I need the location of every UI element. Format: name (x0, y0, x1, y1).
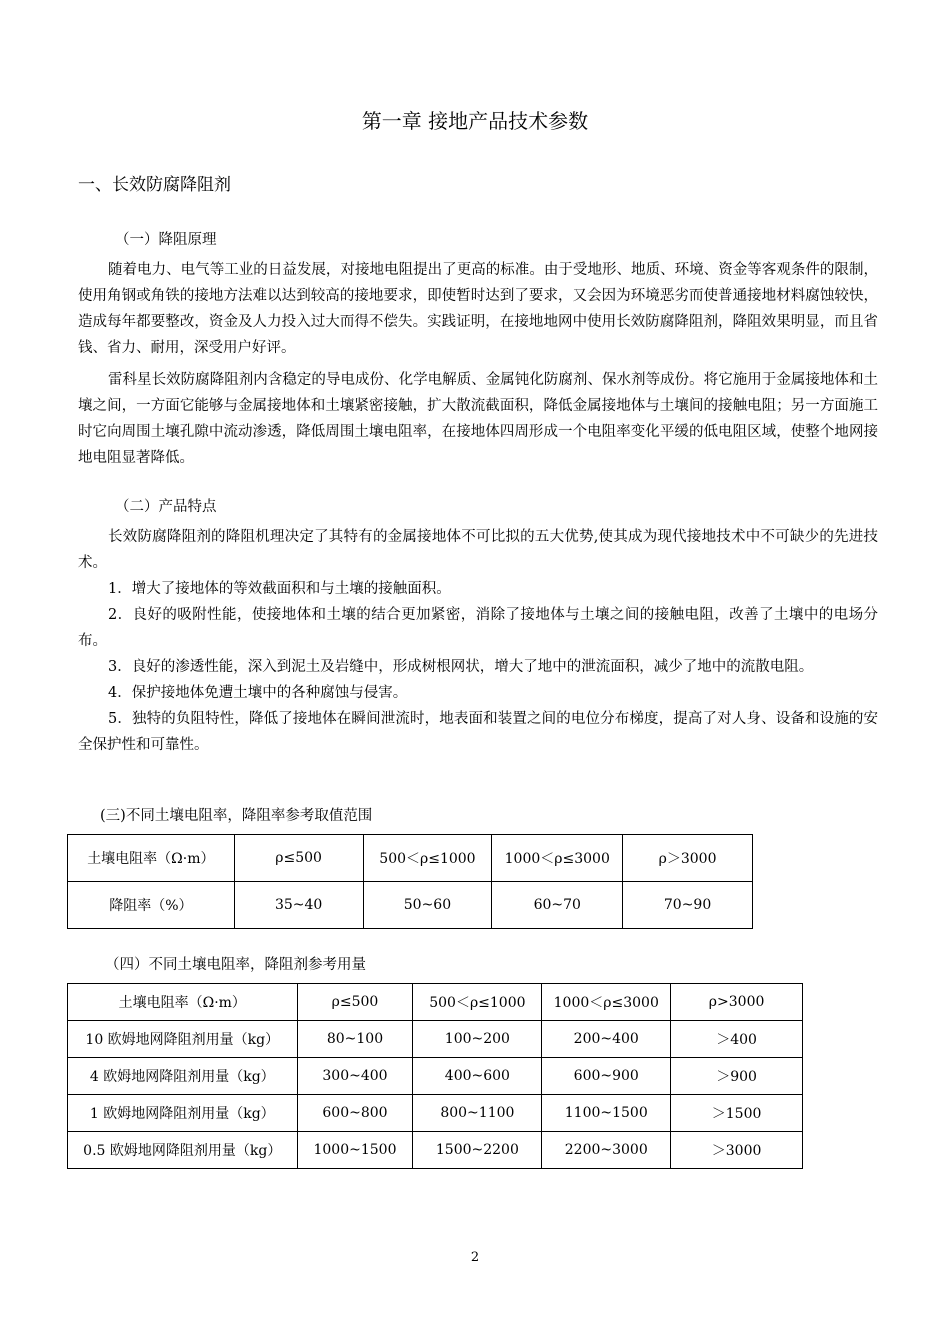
list-item: 5．独特的负阻特性，降低了接地体在瞬间泄流时，地表面和装置之间的电位分布梯度，提高了对人身、设备和设施的安全保护性和可靠性。 (78, 711, 878, 753)
table-header-row (68, 835, 753, 882)
paragraph-principle-2: 雷科星长效防腐降阻剂内含稳定的导电成份、化学电解质、金属钝化防腐剂、保水剂等成份。将它施用于金属接地体和土壤之间，一方面它能够与金属接地体和土壤紧密接触，扩大散流截面积，降低金属接地体与土壤间的接触电阻；另一方面施工时它向周围土壤孔隙中流动渗透，降低周围土壤电阻率，在接地体四周形成一个电阻率变化平缓的低电阻区域，使整个地网接地电阻显著降低。 (78, 372, 878, 466)
subsection-heading-principle: （一）降阻原理 (115, 232, 217, 248)
list-item: 2．良好的吸附性能，使接地体和土壤的结合更加紧密，消除了接地体与土壤之间的接触电阻，改善了土壤中的电场分布。 (78, 607, 878, 649)
table-cell: ρ≤500 (297, 984, 413, 1021)
table-cell: 土壤电阻率（Ω·m） (68, 835, 235, 882)
table-cell: ρ≤500 (234, 835, 363, 882)
table-cell: 10 欧姆地网降阻剂用量（kg） (68, 1021, 298, 1058)
table-cell: 500＜ρ≤1000 (363, 835, 492, 882)
table-cell: 70~90 (623, 882, 753, 929)
table-header-row (68, 984, 803, 1021)
table-cell: 600~900 (542, 1058, 671, 1095)
feature-list (78, 576, 878, 758)
table-cell: 600~800 (297, 1095, 413, 1132)
table-cell: 300~400 (297, 1058, 413, 1095)
table-cell: ＞1500 (671, 1095, 803, 1132)
table-cell: 1000＜ρ≤3000 (492, 835, 623, 882)
table-cell: 50~60 (363, 882, 492, 929)
paragraph-features-intro: 长效防腐降阻剂的降阻机理决定了其特有的金属接地体不可比拟的五大优势,使其成为现代接地技术中不可缺少的先进技术。 (78, 529, 878, 571)
table-cell: ρ＞3000 (623, 835, 753, 882)
page-number: 2 (470, 1250, 480, 1265)
list-item: 4．保护接地体免遭土壤中的各种腐蚀与侵害。 (108, 685, 408, 701)
table-cell: 1000~1500 (297, 1132, 413, 1169)
table-cell: ＞3000 (671, 1132, 803, 1169)
paragraph-principle-1: 随着电力、电气等工业的日益发展，对接地电阻提出了更高的标准。由于受地形、地质、环境、资金等客观条件的限制，使用角钢或角铁的接地方法难以达到较高的接地要求，即使暂时达到了要求，又会因为环境恶劣而使普通接地材料腐蚀较快，造成每年都要整改，资金及人力投入过大而得不偿失。实践证明，在接地地网中使用长效防腐降阻剂，降阻效果明显，而且省钱、省力、耐用，深受用户好评。 (78, 262, 878, 356)
subsection-heading-features: （二）产品特点 (115, 499, 217, 515)
table-cell: 400~600 (413, 1058, 542, 1095)
table-row (68, 1021, 803, 1058)
table-cell: 1500~2200 (413, 1132, 542, 1169)
table-caption-reduction-rate: (三)不同土壤电阻率，降阻率参考取值范围 (100, 808, 373, 824)
table-cell: ＞400 (671, 1021, 803, 1058)
table-cell: 2200~3000 (542, 1132, 671, 1169)
list-item: 1．增大了接地体的等效截面积和与土壤的接触面积。 (108, 581, 451, 597)
table-cell: 60~70 (492, 882, 623, 929)
table-cell: 800~1100 (413, 1095, 542, 1132)
reduction-rate-table (67, 834, 753, 929)
page-title: 第一章 接地产品技术参数 (361, 109, 589, 133)
table-cell: 土壤电阻率（Ω·m） (68, 984, 298, 1021)
table-cell: 100~200 (413, 1021, 542, 1058)
dosage-table (67, 983, 803, 1169)
table-cell: 200~400 (542, 1021, 671, 1058)
section-heading: 一、长效防腐降阻剂 (78, 175, 231, 195)
table-cell: 35~40 (234, 882, 363, 929)
table-row (68, 882, 753, 929)
table-cell: 4 欧姆地网降阻剂用量（kg） (68, 1058, 298, 1095)
table-cell: ρ>3000 (671, 984, 803, 1021)
table-cell: 80~100 (297, 1021, 413, 1058)
table-cell: 0.5 欧姆地网降阻剂用量（kg） (68, 1132, 298, 1169)
table-cell: 1100~1500 (542, 1095, 671, 1132)
table-cell: ＞900 (671, 1058, 803, 1095)
table-cell: 降阻率（%） (68, 882, 235, 929)
table-cell: 1 欧姆地网降阻剂用量（kg） (68, 1095, 298, 1132)
table-caption-dosage: （四）不同土壤电阻率，降阻剂参考用量 (105, 957, 366, 973)
list-item: 3．良好的渗透性能，深入到泥土及岩缝中，形成树根网状，增大了地中的泄流面积，减少了地中的流散电阻。 (108, 659, 814, 675)
table-row (68, 1132, 803, 1169)
table-cell: 500＜ρ≤1000 (413, 984, 542, 1021)
table-cell: 1000＜ρ≤3000 (542, 984, 671, 1021)
table-row (68, 1058, 803, 1095)
table-row (68, 1095, 803, 1132)
